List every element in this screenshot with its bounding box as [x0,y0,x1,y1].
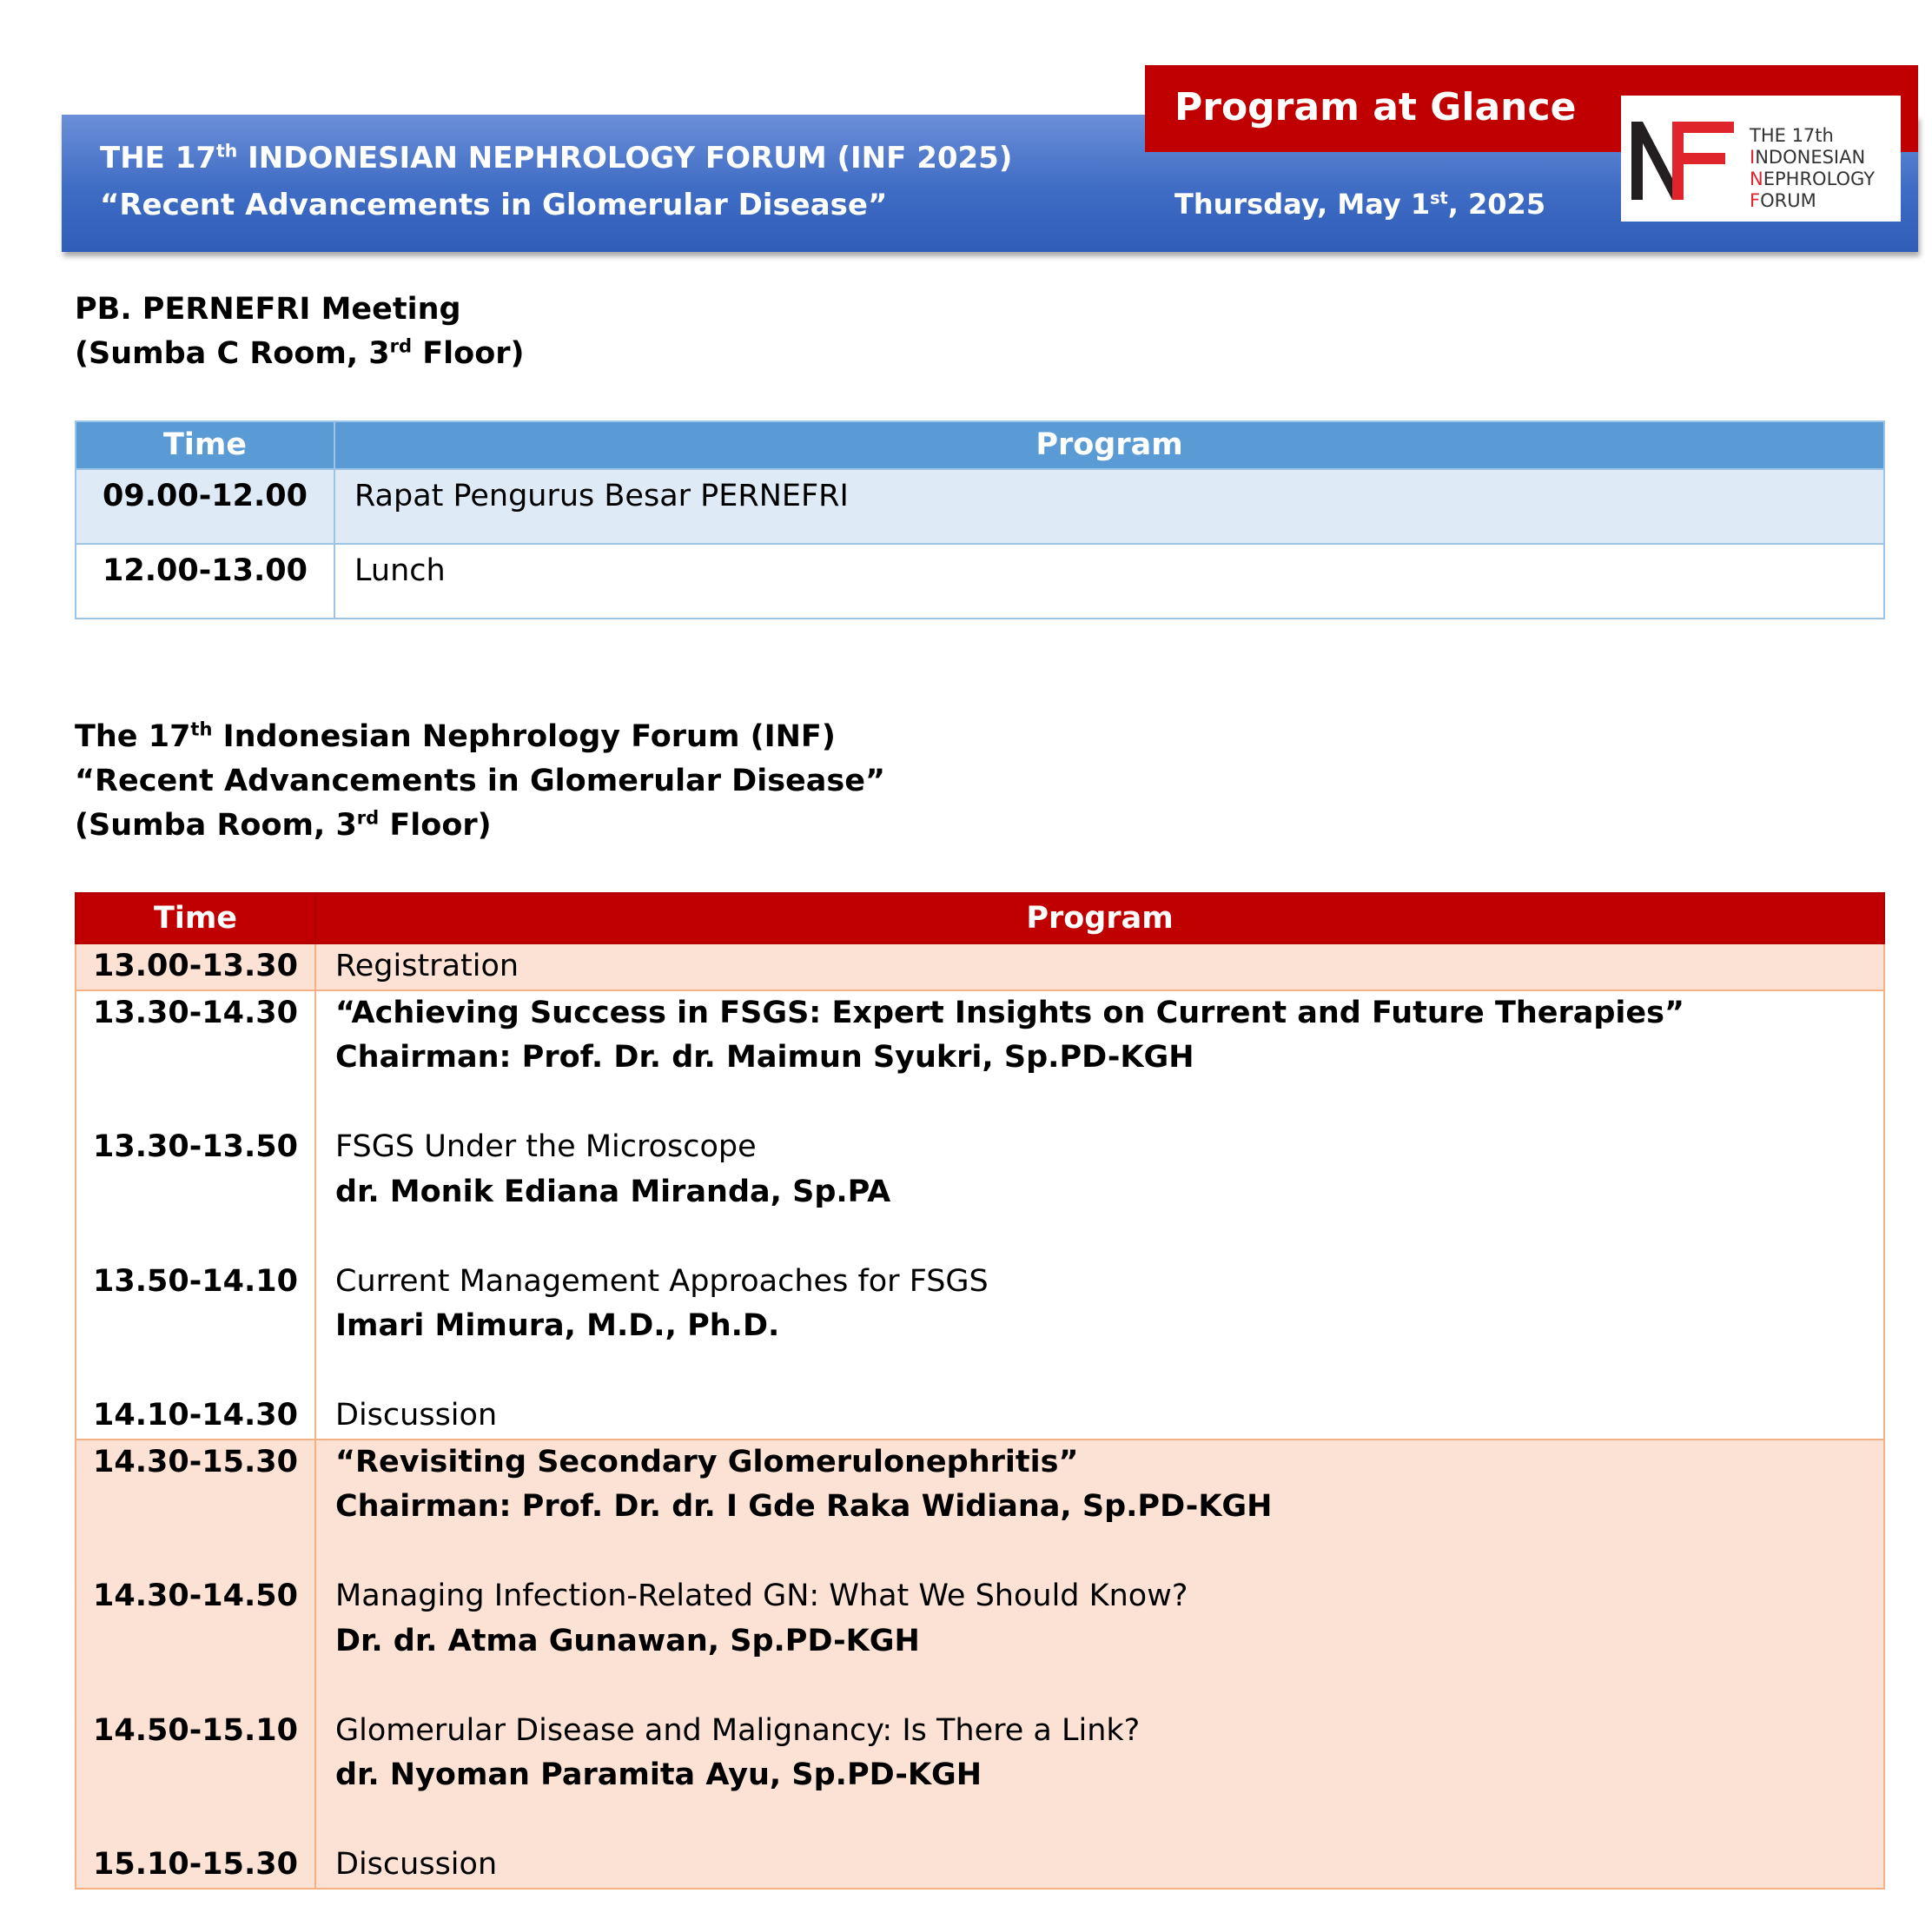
session-chairman: Chairman: Prof. Dr. dr. I Gde Raka Widiana, Sp.PD-KGH [335,1489,1273,1524]
inf-logo [1621,96,1901,222]
session-title: “Revisiting Secondary Glomerulonephritis” [335,1444,1079,1479]
meeting-room: (Sumba C Room, 3rd Floor) [75,335,525,371]
session-title: “Achieving Success in FSGS: Expert Insights on Current and Future Therapies” [335,995,1684,1030]
column-header-program: Program [315,893,1884,943]
talk-title: Managing Infection-Related GN: What We Should Know? [335,1579,1188,1613]
table-row-session-2 [76,1440,1884,1889]
table-header-row [76,893,1884,943]
program-cell: Registration [315,943,1884,990]
column-header-program: Program [334,421,1884,469]
talk-title: FSGS Under the Microscope [335,1129,757,1164]
column-header-time: Time [76,893,315,943]
program-title: Program at Glance [1174,85,1577,129]
table-row-session-1 [76,990,1884,1440]
talk-speaker: dr. Monik Ediana Miranda, Sp.PA [335,1174,891,1209]
discussion-label: Discussion [335,1398,498,1433]
time-cell: 13.00-13.30 [76,943,315,990]
forum-title: The 17th Indonesian Nephrology Forum (INF) [75,718,836,754]
discussion-label: Discussion [335,1847,498,1882]
conference-title: THE 17th INDONESIAN NEPHROLOGY FORUM (INF 2025) [100,140,1013,175]
program-cell [315,990,1884,1440]
talk-time: 13.50-14.10 [93,1263,298,1299]
time-cell [76,990,315,1440]
time-cell [76,1440,315,1889]
table-header-row [76,421,1884,469]
forum-theme: “Recent Advancements in Glomerular Disease” [75,764,885,798]
inf-logo-text: THE 17th INDONESIAN NEPHROLOGY FORUM [1750,125,1876,211]
forum-schedule-table [75,892,1885,1890]
discussion-time: 15.10-15.30 [93,1847,298,1882]
talk-speaker: Imari Mimura, M.D., Ph.D. [335,1308,780,1343]
program-cell [315,1440,1884,1889]
talk-time: 14.50-15.10 [93,1712,298,1748]
talk-title: Current Management Approaches for FSGS [335,1263,989,1299]
table-row [76,544,1884,619]
program-cell: Lunch [334,544,1884,619]
program-cell: Rapat Pengurus Besar PERNEFRI [334,469,1884,544]
forum-room: (Sumba Room, 3rd Floor) [75,807,492,843]
discussion-time: 14.10-14.30 [93,1398,298,1433]
event-date: Thursday, May 1st, 2025 [1174,188,1546,221]
table-row [76,469,1884,544]
talk-time: 14.30-14.50 [93,1579,298,1613]
time-cell: 12.00-13.00 [76,544,334,619]
talk-speaker: Dr. dr. Atma Gunawan, Sp.PD-KGH [335,1623,920,1658]
talk-speaker: dr. Nyoman Paramita Ayu, Sp.PD-KGH [335,1757,982,1792]
meeting-schedule-table [75,420,1885,619]
chair-spacer [76,1036,314,1081]
table-row-registration [76,943,1884,990]
session-time: 14.30-15.30 [93,1444,298,1479]
session-chairman: Chairman: Prof. Dr. dr. Maimun Syukri, Sp.PD-KGH [335,1040,1194,1075]
conference-theme: “Recent Advancements in Glomerular Disease” [100,188,888,222]
talk-title: Glomerular Disease and Malignancy: Is There a Link? [335,1712,1141,1748]
time-cell: 09.00-12.00 [76,469,334,544]
talk-time: 13.30-13.50 [93,1129,298,1164]
session-time: 13.30-14.30 [93,995,298,1030]
column-header-time: Time [76,421,334,469]
inf-logo-mark-icon [1631,122,1744,200]
meeting-title: PB. PERNEFRI Meeting [75,292,461,327]
